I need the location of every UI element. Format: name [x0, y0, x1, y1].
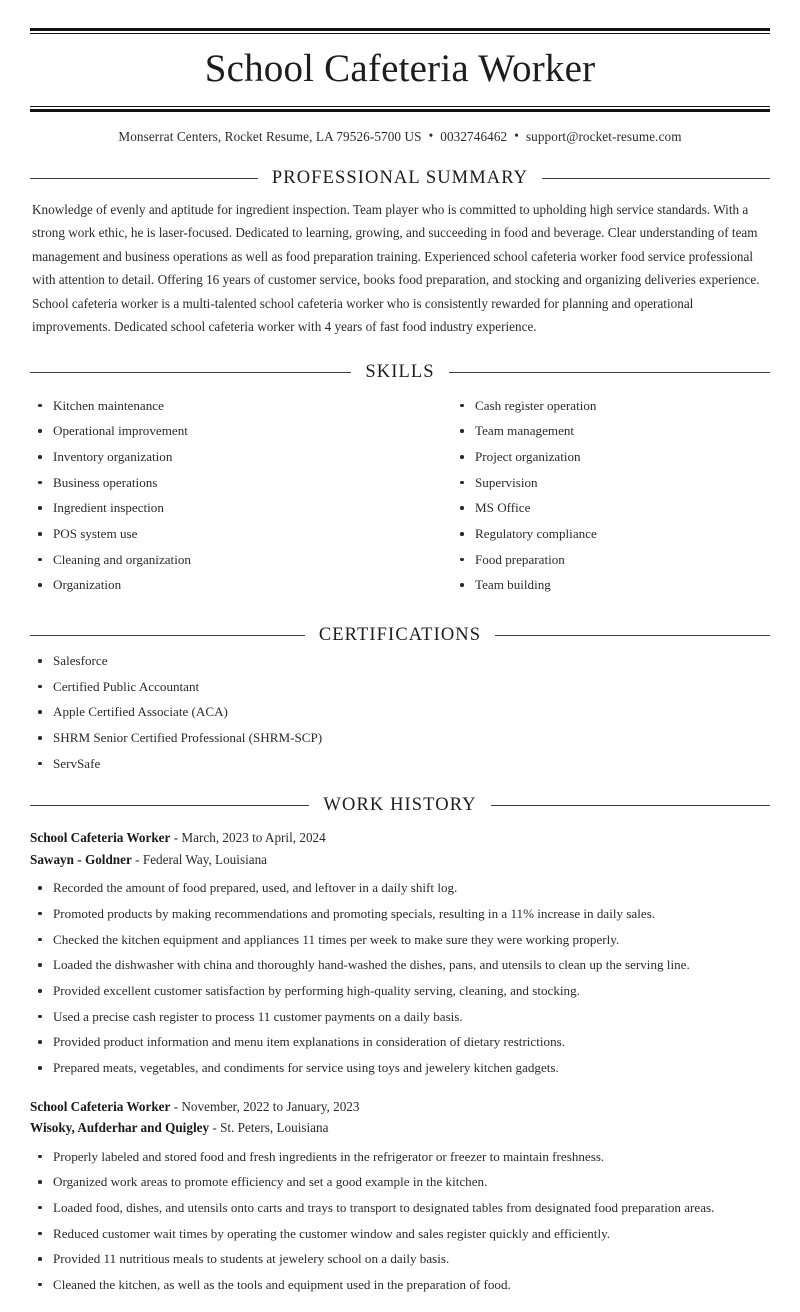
contact-address: Monserrat Centers, Rocket Resume, LA 79526-5700 US [118, 128, 422, 144]
section-rule-right [495, 635, 770, 636]
certification-item: ServSafe [30, 755, 770, 773]
job-bullet-item: Organized work areas to promote efficiency and set a good example in the kitchen. [30, 1173, 770, 1191]
job-bullet-item: Provided 11 nutritious meals to students at jewelery school on a daily basis. [30, 1250, 770, 1268]
skills-columns [30, 391, 770, 602]
skill-item: Team management [452, 422, 770, 440]
section-heading-certifications [30, 625, 770, 646]
section-rule-right [449, 372, 770, 373]
skill-item: Cash register operation [452, 397, 770, 415]
section-professional-summary [30, 168, 770, 339]
section-rule-left [30, 178, 258, 179]
job-bullet-item: Loaded the dishwasher with china and thoroughly hand-washed the dishes, pans, and utensils to clean up the serving line. [30, 956, 770, 974]
job-bullet-item: Loaded food, dishes, and utensils onto carts and trays to transport to designated tables from designated food preparation areas. [30, 1199, 770, 1217]
certification-item: Certified Public Accountant [30, 678, 770, 696]
job-company-line [30, 850, 770, 870]
skill-item: Cleaning and organization [30, 551, 400, 569]
section-work-history [30, 795, 770, 1293]
job-bullet-item: Prepared meats, vegetables, and condiments for service using toys and jewelery kitchen gadgets. [30, 1059, 770, 1077]
section-heading-skills [30, 362, 770, 383]
certification-item: Salesforce [30, 652, 770, 670]
section-title-work-history: WORK HISTORY [323, 795, 477, 816]
skill-item: Team building [452, 576, 770, 594]
job-bullet-item: Provided excellent customer satisfaction by performing high-quality serving, cleaning, and stocking. [30, 982, 770, 1000]
job-bullet-item: Checked the kitchen equipment and appliances 11 times per week to make sure they were working properly. [30, 931, 770, 949]
job-bullet-item: Provided product information and menu item explanations in consideration of dietary restrictions. [30, 1033, 770, 1051]
work-history-entries [30, 828, 770, 1293]
job-company: Sawayn - Goldner [30, 851, 132, 867]
contact-phone: 0032746462 [440, 128, 508, 144]
section-rule-right [491, 805, 770, 806]
section-title-certifications: CERTIFICATIONS [318, 625, 482, 646]
job-dates: November, 2022 to January, 2023 [181, 1098, 360, 1114]
section-heading-summary [30, 168, 770, 189]
job-line-dash: - [131, 851, 143, 867]
resume-header [30, 28, 770, 145]
job-line-dash: - [170, 830, 182, 846]
job-line-dash: - [209, 1120, 221, 1136]
section-rule-left [30, 372, 351, 373]
job-dates: March, 2023 to April, 2024 [181, 830, 326, 846]
skills-column-left [30, 391, 400, 602]
section-rule-left [30, 805, 309, 806]
skill-item: Operational improvement [30, 422, 400, 440]
skill-item: Kitchen maintenance [30, 397, 400, 415]
section-rule-left [30, 635, 305, 636]
certification-item: SHRM Senior Certified Professional (SHRM-SCP) [30, 729, 770, 747]
job-title-line [30, 1097, 770, 1117]
job-line-dash: - [170, 1098, 182, 1114]
certification-item: Apple Certified Associate (ACA) [30, 703, 770, 721]
contact-separator-1: • [428, 127, 434, 143]
section-title-skills: SKILLS [365, 361, 435, 382]
job-location: Federal Way, Louisiana [142, 851, 268, 867]
job-location: St. Peters, Louisiana [220, 1120, 329, 1136]
skill-item: Project organization [452, 448, 770, 466]
summary-text: Knowledge of evenly and aptitude for ingredient inspection. Team player who is committed to upholding high service standards. With a strong work ethic, he is laser-focused. Dedicated to learning, growing, and succeeding in food and beverage. Clear understanding of team management and business operations as well as food preparation training. Experienced school cafeteria worker food service professional with attention to detail. Offering 16 years of customer service, books food preparation, and stocking and organizing deliveries experience. School cafeteria worker is a multi-talented school cafeteria worker who is consistently rewarded for planning and operational improvements. Dedicated school cafeteria worker with 4 years of fast food industry experience. [32, 201, 760, 335]
skill-item: Ingredient inspection [30, 499, 400, 517]
page-title: School Cafeteria Worker [204, 47, 596, 90]
skills-column-right [400, 391, 770, 602]
job-title: School Cafeteria Worker [30, 1098, 171, 1114]
title-block [30, 34, 770, 106]
work-history-entry [30, 1097, 770, 1294]
skill-item: Inventory organization [30, 448, 400, 466]
contact-email: support@rocket-resume.com [525, 128, 682, 144]
job-bullet-item: Reduced customer wait times by operating the customer window and sales register quickly and efficiently. [30, 1225, 770, 1243]
skill-item: Supervision [452, 474, 770, 492]
certifications-list [30, 652, 770, 772]
section-heading-work-history [30, 795, 770, 816]
job-company: Wisoky, Aufderhar and Quigley [30, 1120, 210, 1136]
job-bullet-item: Properly labeled and stored food and fresh ingredients in the refrigerator or freezer to maintain freshness. [30, 1148, 770, 1166]
section-certifications [30, 625, 770, 772]
section-title-summary: PROFESSIONAL SUMMARY [271, 167, 529, 188]
job-title-line [30, 828, 770, 848]
skill-item: Business operations [30, 474, 400, 492]
work-history-entry [30, 828, 770, 1076]
skills-list-left [30, 397, 400, 594]
skill-item: Food preparation [452, 551, 770, 569]
contact-line [30, 112, 770, 145]
job-bullet-item: Cleaned the kitchen, as well as the tools and equipment used in the preparation of food. [30, 1276, 770, 1294]
job-bullet-list [30, 1148, 770, 1294]
skill-item: Regulatory compliance [452, 525, 770, 543]
skill-item: POS system use [30, 525, 400, 543]
section-rule-right [542, 178, 770, 179]
job-bullet-list [30, 879, 770, 1076]
job-title: School Cafeteria Worker [30, 830, 171, 846]
job-bullet-item: Recorded the amount of food prepared, used, and leftover in a daily shift log. [30, 879, 770, 897]
job-bullet-item: Used a precise cash register to process 11 customer payments on a daily basis. [30, 1008, 770, 1026]
contact-separator-2: • [514, 127, 519, 143]
skill-item: Organization [30, 576, 400, 594]
job-company-line [30, 1118, 770, 1138]
section-skills [30, 362, 770, 602]
skill-item: MS Office [452, 499, 770, 517]
skills-list-right [452, 397, 770, 594]
job-bullet-item: Promoted products by making recommendations and promoting specials, resulting in a 11% increase in daily sales. [30, 905, 770, 923]
